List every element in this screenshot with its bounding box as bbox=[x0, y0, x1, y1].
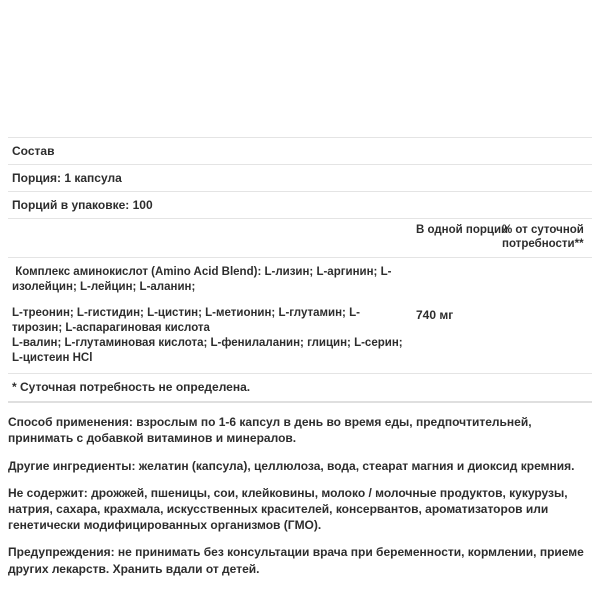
supplement-facts-table bbox=[8, 137, 592, 403]
ingredient-amount: 740 мг bbox=[416, 308, 454, 323]
product-info-paragraphs bbox=[8, 414, 592, 577]
ingredient-daily-value bbox=[502, 258, 592, 374]
serving-size: Порция: 1 капсула bbox=[8, 165, 592, 192]
ingredient-name bbox=[8, 258, 416, 374]
column-header-per-serving: В одной порции bbox=[416, 224, 509, 236]
amino-blend-line1: Комплекс аминокислот (Amino Acid Blend): L-лизин; L-аргинин; L-изолейцин; L-лейцин; L-аланин; bbox=[12, 265, 392, 293]
other-ingredients-paragraph: Другие ингредиенты: желатин (капсула), целлюлоза, вода, стеарат магния и диоксид кремния. bbox=[8, 458, 575, 473]
does-not-contain-paragraph: Не содержит: дрожжей, пшеницы, сои, клейковины, молоко / молочные продуктов, кукурузы, натрия, сахара, крахмала, искусственных красителей, консервантов, ароматизаторов или генетически модифицированных организмов (ГМО). bbox=[8, 485, 568, 533]
section-title: Состав bbox=[8, 138, 592, 165]
header-spacer bbox=[8, 219, 416, 257]
column-header-daily-value: % от суточной потребности** bbox=[502, 224, 584, 250]
directions-paragraph: Способ применения: взрослым по 1-6 капсул в день во время еды, предпочтительней, принимать с добавкой витаминов и минералов. bbox=[8, 415, 532, 446]
warnings-paragraph: Предупреждения: не принимать без консультации врача при беременности, кормлении, приеме других лекарств. Хранить вдали от детей. bbox=[8, 545, 584, 576]
daily-value-footnote: * Суточная потребность не определена. bbox=[8, 374, 592, 403]
ingredient-row bbox=[8, 258, 592, 375]
supplement-facts-section bbox=[8, 137, 592, 577]
amino-blend-line3: L-валин; L-глутаминовая кислота; L-фенилаланин; глицин; L-серин; L-цистеин HCl bbox=[12, 337, 406, 365]
servings-per-container: Порций в упаковке: 100 bbox=[8, 192, 592, 219]
amino-blend-line2: L-треонин; L-гистидин; L-цистин; L-метионин; L-глутамин; L-тирозин; L-аспарагиновая кислота bbox=[12, 307, 360, 335]
table-header-row bbox=[8, 219, 592, 258]
